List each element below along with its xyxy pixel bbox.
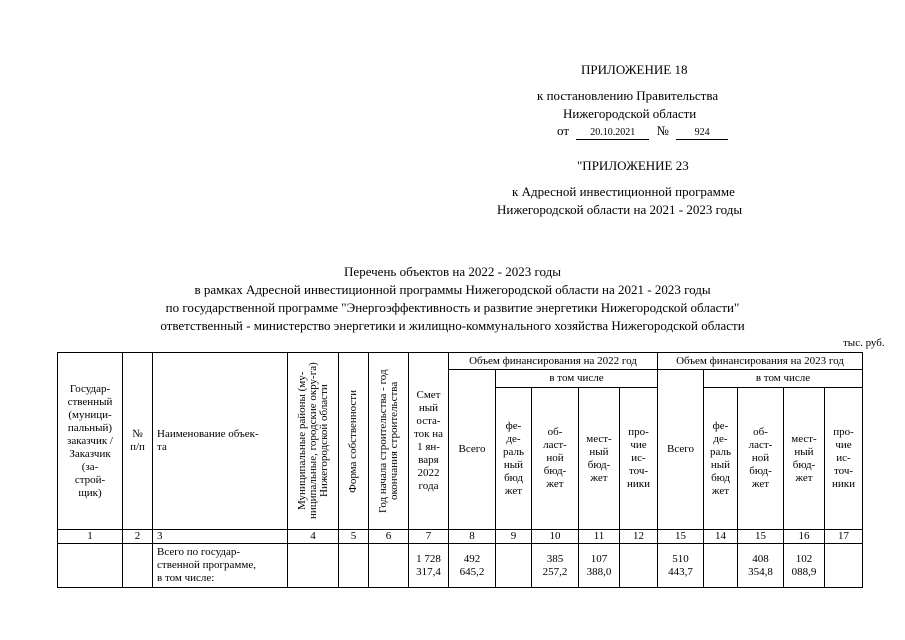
header-object-name: Наименование объек- та bbox=[153, 353, 288, 530]
appendix2-line2: Нижегородской области на 2021 - 2023 годы bbox=[497, 202, 743, 217]
colnum-14: 14 bbox=[704, 530, 738, 544]
header-ownership-cell bbox=[339, 353, 369, 530]
appendix-line2: Нижегородской области bbox=[563, 106, 697, 121]
header-federal-2022: фе- де- раль ный бюд жет bbox=[496, 388, 532, 530]
header-other-2022: про- чие ис- точ- ники bbox=[620, 388, 658, 530]
total-row bbox=[58, 544, 863, 588]
cell-empty bbox=[704, 544, 738, 588]
colnum-10: 10 bbox=[532, 530, 579, 544]
header-total-2023: Всего bbox=[658, 370, 704, 530]
decree-date: 20.10.2021 bbox=[576, 127, 649, 140]
colnum-11: 11 bbox=[579, 530, 620, 544]
total-2022: 492 645,2 bbox=[449, 544, 496, 588]
column-numbers-row bbox=[58, 530, 863, 544]
cell-empty bbox=[123, 544, 153, 588]
decree-number: 924 bbox=[676, 127, 728, 140]
header-including-2022: в том числе bbox=[496, 370, 658, 388]
header-total-2022: Всего bbox=[449, 370, 496, 530]
regional-2022: 385 257,2 bbox=[532, 544, 579, 588]
header-regional-2022: об- ласт- ной бюд- жет bbox=[532, 388, 579, 530]
total-2023: 510 443,7 bbox=[658, 544, 704, 588]
cell-empty bbox=[496, 544, 532, 588]
unit-label: тыс. руб. bbox=[843, 337, 885, 349]
cell-empty bbox=[369, 544, 409, 588]
colnum-4: 4 bbox=[288, 530, 339, 544]
from-label: от bbox=[557, 123, 570, 138]
header-fin-2023: Объем финансирования на 2023 год bbox=[658, 353, 863, 370]
local-2023: 102 088,9 bbox=[784, 544, 825, 588]
number-label: № bbox=[656, 123, 669, 138]
colnum-15: 15 bbox=[738, 530, 784, 544]
regional-2023: 408 354,8 bbox=[738, 544, 784, 588]
cell-empty bbox=[825, 544, 863, 588]
cell-empty bbox=[58, 544, 123, 588]
header-federal-2023: фе- де- раль ный бюд жет bbox=[704, 388, 738, 530]
colnum-12: 12 bbox=[620, 530, 658, 544]
colnum-6: 6 bbox=[369, 530, 409, 544]
header-years: Год начала строительства - год окончания строительства bbox=[376, 369, 400, 513]
total-balance: 1 728 317,4 bbox=[409, 544, 449, 588]
colnum-7: 7 bbox=[409, 530, 449, 544]
colnum-9: 9 bbox=[496, 530, 532, 544]
colnum-13: 15 bbox=[658, 530, 704, 544]
appendix-title: ПРИЛОЖЕНИЕ 18 bbox=[581, 62, 688, 77]
colnum-8: 8 bbox=[449, 530, 496, 544]
header-other-2023: про- чие ис- точ- ники bbox=[825, 388, 863, 530]
colnum-17: 17 bbox=[825, 530, 863, 544]
colnum-16: 16 bbox=[784, 530, 825, 544]
total-row-label: Всего по государ- ственной программе, в том числе: bbox=[153, 544, 288, 588]
appendix-line1: к постановлению Правительства bbox=[537, 88, 719, 103]
header-years-cell bbox=[369, 353, 409, 530]
colnum-5: 5 bbox=[339, 530, 369, 544]
appendix-signature-line bbox=[557, 123, 728, 140]
heading-line4: ответственный - министерство энергетики и жилищно-коммунального хозяйства Нижегородской области bbox=[160, 318, 745, 333]
colnum-2: 2 bbox=[123, 530, 153, 544]
cell-empty bbox=[288, 544, 339, 588]
header-local-2022: мест- ный бюд- жет bbox=[579, 388, 620, 530]
colnum-3: 3 bbox=[153, 530, 288, 544]
header-local-2023: мест- ный бюд- жет bbox=[784, 388, 825, 530]
colnum-1: 1 bbox=[58, 530, 123, 544]
appendix2-line1: к Адресной инвестиционной программе bbox=[512, 184, 735, 199]
header-ownership: Форма собственности bbox=[347, 389, 359, 493]
local-2022: 107 388,0 bbox=[579, 544, 620, 588]
heading-line3: по государственной программе "Энергоэффективность и развитие энергетики Нижегородской области" bbox=[165, 300, 740, 315]
appendix2-title: "ПРИЛОЖЕНИЕ 23 bbox=[577, 158, 689, 173]
header-balance: Смет ный оста- ток на 1 ян- варя 2022 года bbox=[409, 353, 449, 530]
heading-line1: Перечень объектов на 2022 - 2023 годы bbox=[344, 264, 561, 279]
header-district-cell bbox=[288, 353, 339, 530]
heading-line2: в рамках Адресной инвестиционной программы Нижегородской области на 2021 - 2023 годы bbox=[194, 282, 711, 297]
cell-empty bbox=[620, 544, 658, 588]
header-regional-2023: об- ласт- ной бюд- жет bbox=[738, 388, 784, 530]
header-including-2023: в том числе bbox=[704, 370, 863, 388]
header-fin-2022: Объем финансирования на 2022 год bbox=[449, 353, 658, 370]
objects-table bbox=[57, 352, 863, 588]
header-number: № п/п bbox=[123, 353, 153, 530]
cell-empty bbox=[339, 544, 369, 588]
header-customer: Государ- ственный (муници- пальный) заказчик / Заказчик (за- строй- щик) bbox=[58, 353, 123, 530]
header-district: Муниципальные районы (му-ниципальные, городские окру-га) Нижегородской области bbox=[295, 362, 330, 520]
